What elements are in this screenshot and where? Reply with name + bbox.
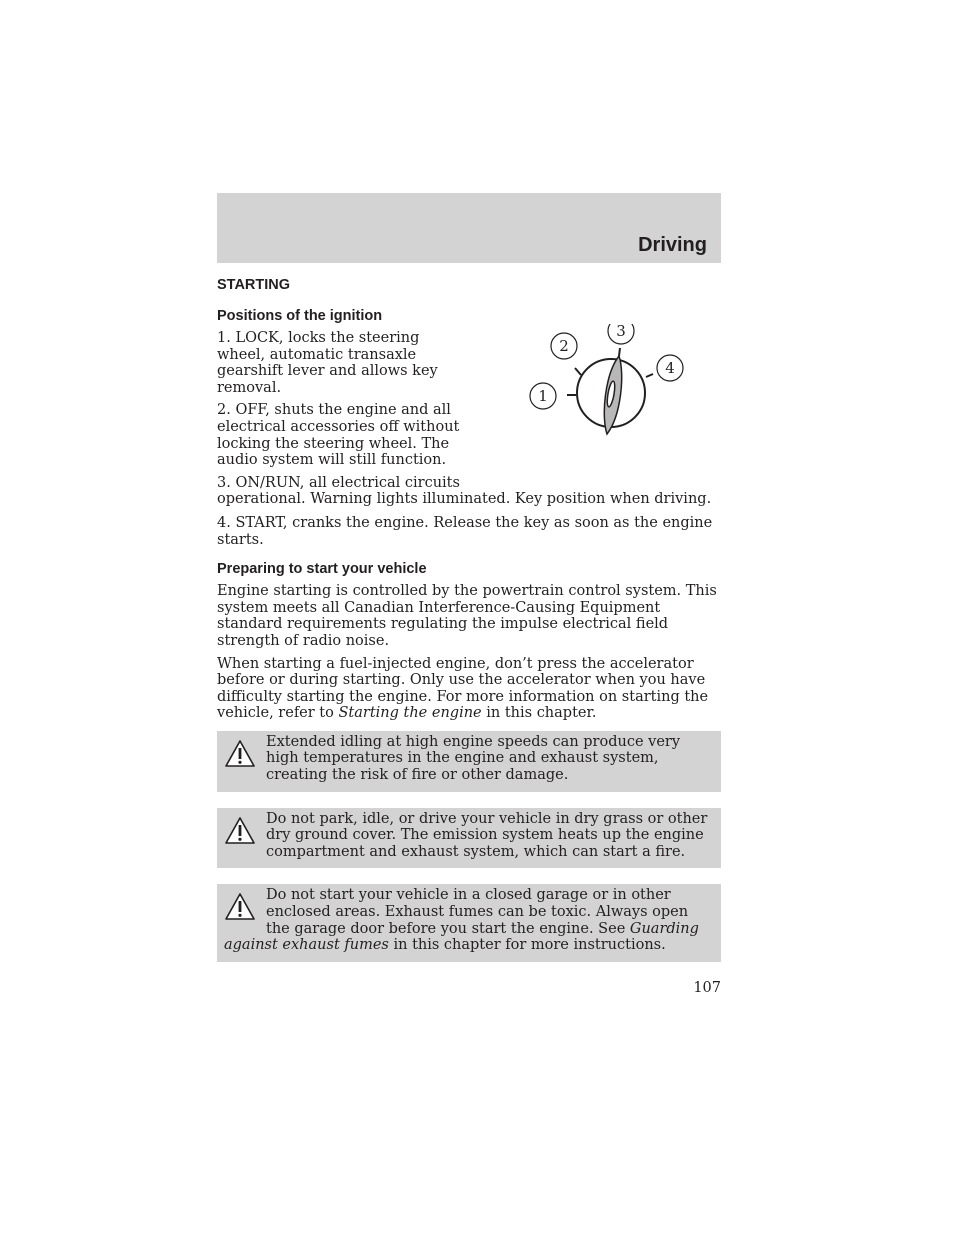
garage-text: Do not start your vehicle in a closed garage or in other enclosed areas. Exhaust fumes can be toxic. Always open the garage door before you start the engine. See	[266, 887, 689, 937]
chapter-title: Driving	[638, 234, 707, 256]
diagram-label-1: 1	[538, 387, 548, 405]
diagram-label-4: 4	[665, 359, 675, 377]
preparing-section	[217, 583, 721, 722]
warning-box-dry-grass	[217, 808, 721, 869]
manual-page	[217, 193, 721, 996]
ignition-diagram	[522, 324, 697, 452]
subheading-positions: Positions of the ignition	[217, 308, 383, 324]
warnings-container	[217, 731, 721, 962]
positions-continued	[217, 491, 721, 548]
warning-box-garage	[217, 884, 721, 961]
ignition-positions-list	[217, 330, 467, 491]
chapter-header	[217, 193, 721, 263]
position-on-run-continued: operational. Warning lights illuminated. Key position when driving.	[217, 491, 712, 508]
garage-reference: Guarding against exhaust fumes	[224, 920, 699, 954]
para2-text-end: in this chapter.	[481, 705, 597, 722]
position-lock: 1. LOCK, locks the steering wheel, automatic transaxle gearshift lever and allows key removal.	[217, 330, 438, 396]
position-off: 2. OFF, shuts the engine and all electrical accessories off without locking the steering wheel. The audio system will still function.	[217, 402, 460, 469]
diagram-label-3: 3	[616, 324, 626, 340]
tick-4	[646, 374, 653, 377]
para2-text: When starting a fuel-injected engine, don’t press the accelerator before or during starting. Only use the accelerator when you have difficulty starting the engine. For more information on starting the vehicle, refer to	[217, 655, 709, 722]
position-on-run: 3. ON/RUN, all electrical circuits	[217, 474, 460, 491]
ignition-section	[217, 324, 721, 491]
page-number: 107	[693, 980, 721, 996]
position-start: 4. START, cranks the engine. Release the key as soon as the engine starts.	[217, 514, 713, 548]
subheading-preparing: Preparing to start your vehicle	[217, 561, 427, 578]
warning-triangle-icon	[224, 816, 256, 846]
para2-reference: Starting the engine	[338, 705, 482, 722]
preparing-paragraph-1: Engine starting is controlled by the powertrain control system. This system meets all Canadian Interference-Causing Equipment standard requirements regulating the impulse electrical field strength of radio noise.	[217, 583, 717, 649]
tick-2	[575, 368, 581, 375]
warning-triangle-icon	[224, 739, 256, 769]
warning-text-dry-grass: Do not park, idle, or drive your vehicle in dry grass or other dry ground cover. The emission system heats up the engine compartment and exhaust system, which can start a fire.	[266, 810, 708, 860]
warning-triangle-icon	[224, 892, 256, 922]
warning-text-garage	[224, 887, 714, 953]
diagram-label-2: 2	[559, 337, 569, 355]
section-heading-starting: STARTING	[217, 277, 291, 293]
garage-text-end: in this chapter for more instructions.	[388, 937, 666, 954]
warning-box-idling	[217, 731, 721, 792]
warning-text-idling: Extended idling at high engine speeds can produce very high temperatures in the engine and exhaust system, creating the risk of fire or other damage.	[266, 733, 681, 784]
tick-3	[619, 348, 620, 356]
preparing-paragraph-2	[217, 656, 721, 722]
